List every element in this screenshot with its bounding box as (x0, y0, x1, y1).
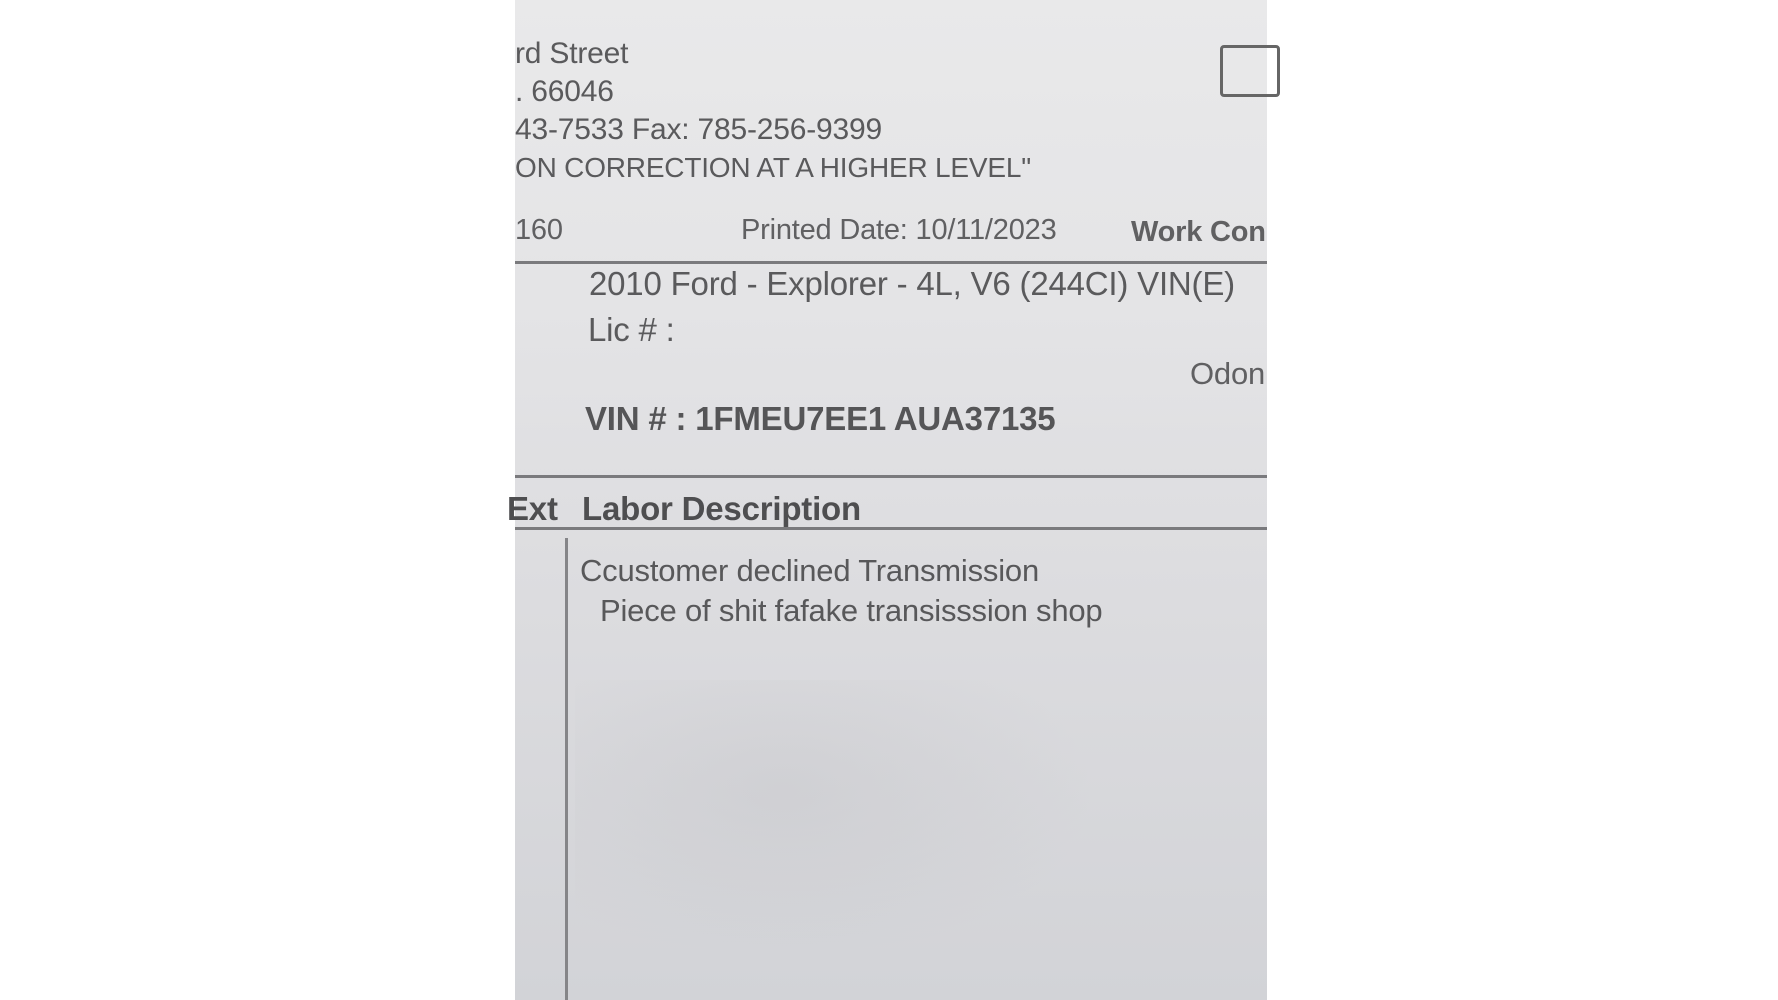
odometer-label: Odon (1190, 356, 1266, 391)
labor-line-2: Piece of shit fafake transisssion shop (600, 593, 1103, 628)
column-ext: Ext (507, 490, 558, 527)
vin-number: VIN # : 1FMEU7EE1 AUA37135 (585, 400, 1056, 437)
address-street: rd Street (515, 37, 629, 70)
work-label: Work Con (1131, 216, 1266, 248)
ro-number: 160 (515, 214, 563, 246)
address-city: . 66046 (515, 75, 614, 108)
table-header-rule (515, 527, 1267, 530)
labor-line-1: Ccustomer declined Transmission (580, 553, 1039, 588)
slogan: ON CORRECTION AT A HIGHER LEVEL" (515, 152, 1031, 183)
column-labor-description: Labor Description (582, 490, 861, 527)
license-label: Lic # : (588, 311, 675, 348)
header-rule (515, 261, 1267, 264)
phone-fax: 43-7533 Fax: 785-256-9399 (515, 113, 882, 146)
bleed-through-shadow (575, 680, 1095, 960)
document-photo (507, 0, 1267, 1000)
table-top-rule (515, 475, 1267, 478)
printed-date: Printed Date: 10/11/2023 (741, 214, 1057, 246)
vehicle-description: 2010 Ford - Explorer - 4L, V6 (244CI) VIN(E) (589, 265, 1235, 302)
column-divider (565, 538, 568, 1000)
checkbox-box (1220, 45, 1280, 97)
